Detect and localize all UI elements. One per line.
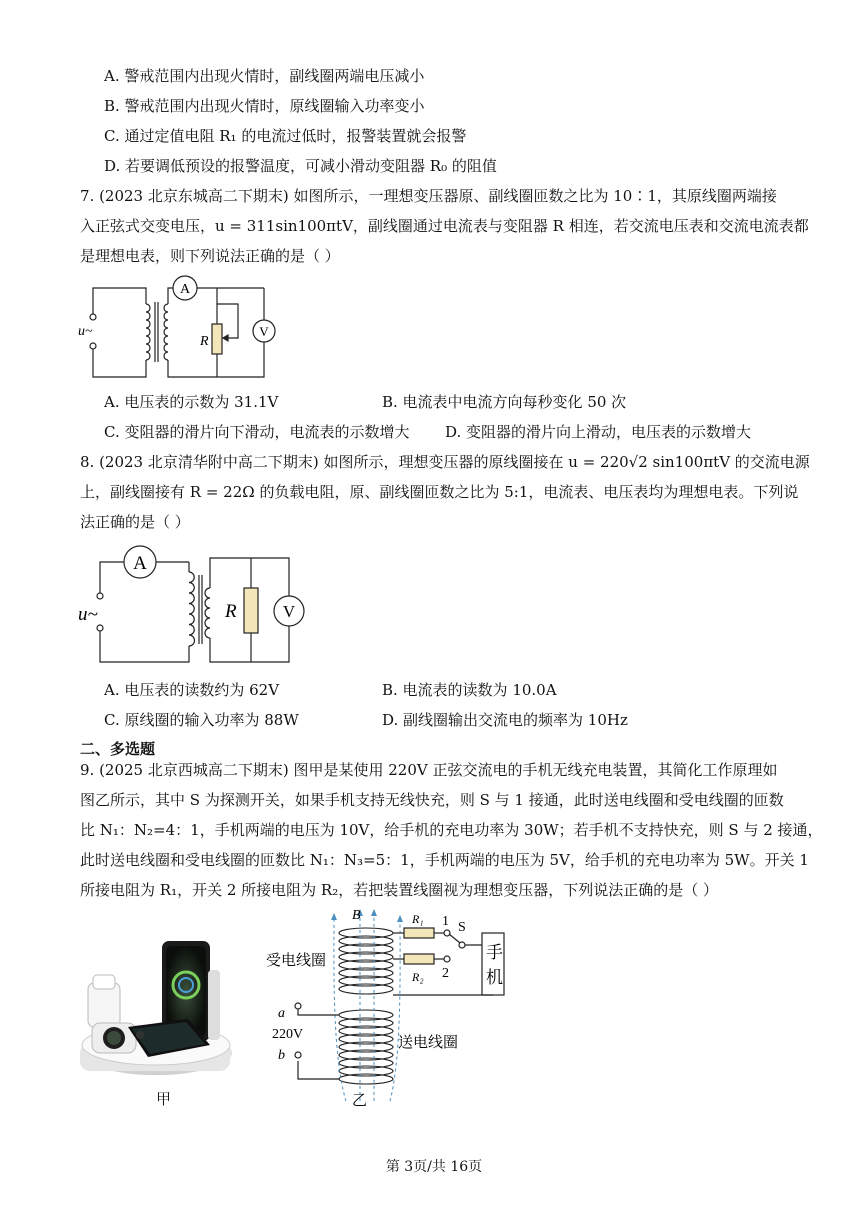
q8-circuit-diagram	[76, 540, 306, 668]
q7-voltmeter-label: V	[259, 324, 269, 339]
section-heading-multiple-choice: 二、多选题	[80, 740, 156, 758]
q7-ammeter-label: A	[179, 282, 191, 297]
q9-stem-line3: 比 N₁：N₂=4：1，手机两端的电压为 10V，给手机的充电功率为 30W；若手机不支持快充，则 S 与 2 接通，	[80, 821, 823, 839]
yi-switch-2-label: 2	[442, 966, 449, 981]
q7-stem-line3: 是理想电表，则下列说法正确的是（ ）	[80, 247, 340, 265]
q6-option-d: D. 若要调低预设的报警温度，可减小滑动变阻器 R₀ 的阻值	[104, 157, 497, 175]
yi-send-coil-label: 送电线圈	[398, 1035, 459, 1051]
q8-option-a: A. 电压表的读数约为 62V	[104, 681, 280, 699]
q8-stem-line3: 法正确的是（ ）	[80, 513, 190, 531]
yi-phone-label-2: 机	[486, 968, 503, 987]
wireless-charging-principle-diagram	[262, 905, 512, 1110]
yi-phone-label-1: 手	[486, 943, 503, 962]
q8-option-c: C. 原线圈的输入功率为 88W	[104, 711, 299, 729]
figure-jia-caption: 甲	[156, 1090, 172, 1108]
q7-option-c: C. 变阻器的滑片向下滑动，电流表的示数增大	[104, 423, 410, 441]
q8-option-b: B. 电流表的读数为 10.0A	[382, 681, 557, 699]
q7-resistor-label: R	[200, 334, 209, 349]
q8-voltmeter-label: V	[282, 602, 296, 621]
q7-option-b: B. 电流表中电流方向每秒变化 50 次	[382, 393, 627, 411]
q8-source-label: u~	[78, 604, 98, 625]
yi-switch-1-label: 1	[442, 914, 449, 929]
yi-receive-coil-label: 受电线圈	[266, 953, 327, 969]
yi-switch-s-label: S	[458, 920, 466, 935]
q9-stem-line4: 此时送电线圈和受电线圈的匝数比 N₁：N₃=5：1，手机两端的电压为 5V，给手机的充电功率为 5W。开关 1	[80, 851, 809, 869]
wireless-charger-photo	[78, 935, 238, 1080]
page-footer: 第 3页/共 16页	[385, 1159, 483, 1175]
q7-stem-line1: 7. (2023 北京东城高二下期末) 如图所示，一理想变压器原、副线圈匝数之比为 10∶1，其原线圈两端接	[80, 187, 777, 205]
q6-option-c: C. 通过定值电阻 R₁ 的电流过低时，报警装置就会报警	[104, 127, 467, 145]
yi-terminal-a: a	[278, 1006, 285, 1021]
q7-circuit-diagram	[76, 272, 276, 384]
q9-stem-line5: 所接电阻为 R₁，开关 2 所接电阻为 R₂，若把装置线圈视为理想变压器，下列说法正确的是（ ）	[80, 881, 719, 899]
q7-stem-line2: 入正弦式交变电压，u = 311sin100πtV，副线圈通过电流表与变阻器 R 相连，若交流电压表和交流电流表都	[80, 217, 809, 235]
q8-resistor-label: R	[225, 601, 237, 622]
q8-stem-line1: 8. (2023 北京清华附中高二下期末) 如图所示，理想变压器的原线圈接在 u = 220√2 sin100πtV 的交流电源	[80, 453, 810, 471]
q9-stem-line1: 9. (2025 北京西城高二下期末) 图甲是某使用 220V 正弦交流电的手机无线充电装置，其简化工作原理如	[80, 761, 778, 779]
yi-r1-label: R₁	[412, 912, 424, 926]
yi-field-label-b: B	[352, 908, 361, 923]
q7-option-a: A. 电压表的示数为 31.1V	[104, 393, 279, 411]
yi-voltage-label: 220V	[272, 1027, 304, 1042]
q8-option-d: D. 副线圈输出交流电的频率为 10Hz	[382, 711, 628, 729]
q8-ammeter-label: A	[133, 553, 147, 574]
q9-stem-line2: 图乙所示，其中 S 为探测开关，如果手机支持无线快充，则 S 与 1 接通，此时送电线圈和受电线圈的匝数	[80, 791, 784, 809]
q7-option-d: D. 变阻器的滑片向上滑动，电压表的示数增大	[445, 423, 752, 441]
q7-source-label: u~	[78, 324, 93, 339]
q6-option-b: B. 警戒范围内出现火情时，原线圈输入功率变小	[104, 97, 425, 115]
q6-option-a: A. 警戒范围内出现火情时，副线圈两端电压减小	[104, 67, 425, 85]
yi-terminal-b: b	[278, 1048, 285, 1063]
figure-yi-caption: 乙	[352, 1093, 368, 1109]
yi-r2-label: R₂	[412, 970, 424, 984]
q8-stem-line2: 上，副线圈接有 R = 22Ω 的负载电阻，原、副线圈匝数之比为 5:1，电流表、电压表均为理想电表。下列说	[80, 483, 799, 501]
